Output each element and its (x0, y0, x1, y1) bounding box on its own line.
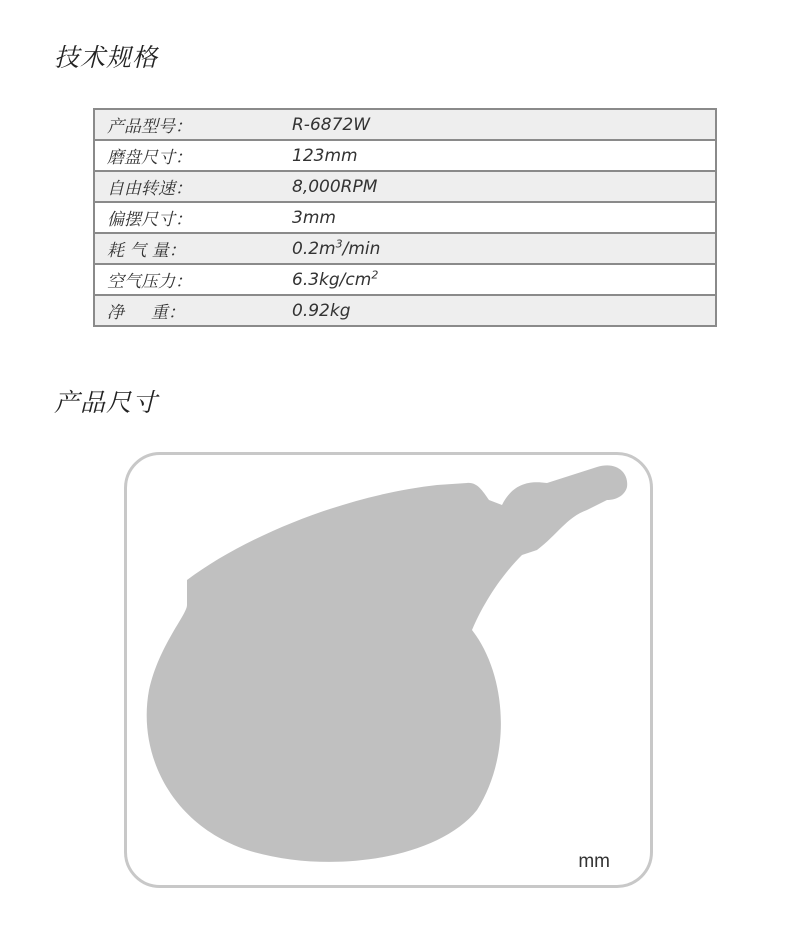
spec-label: 空气压力： (94, 264, 292, 295)
sander-silhouette-image (127, 455, 650, 885)
specs-section-title: 技术规格 (54, 43, 159, 72)
spec-table (93, 108, 717, 327)
spec-value-tail: /min (342, 238, 381, 259)
spec-value-superscript: 2 (371, 267, 379, 281)
spec-label: 自由转速： (94, 171, 292, 202)
product-dimension-frame (124, 452, 653, 888)
table-row (94, 295, 716, 326)
spec-value-superscript: 3 (335, 236, 343, 250)
spec-value: 0.92kg (292, 295, 716, 326)
table-row (94, 202, 716, 233)
spec-label: 净 重： (94, 295, 292, 326)
unit-label: mm (578, 851, 610, 872)
table-row (94, 233, 716, 264)
spec-label: 磨盘尺寸： (94, 140, 292, 171)
spec-label: 产品型号： (94, 109, 292, 140)
spec-value: 8,000RPM (292, 171, 716, 202)
table-row (94, 140, 716, 171)
spec-value (292, 233, 716, 264)
spec-label: 偏摆尺寸： (94, 202, 292, 233)
spec-value: 123mm (292, 140, 716, 171)
table-row (94, 171, 716, 202)
table-row (94, 109, 716, 140)
spec-label: 耗 气 量： (94, 233, 292, 264)
spec-value-base: 6.3kg/cm (292, 269, 372, 290)
dimensions-section-title: 产品尺寸 (54, 388, 159, 417)
table-row (94, 264, 716, 295)
spec-value-base: 0.2m (292, 238, 336, 259)
spec-value: R-6872W (292, 109, 716, 140)
spec-value: 3mm (292, 202, 716, 233)
spec-value (292, 264, 716, 295)
